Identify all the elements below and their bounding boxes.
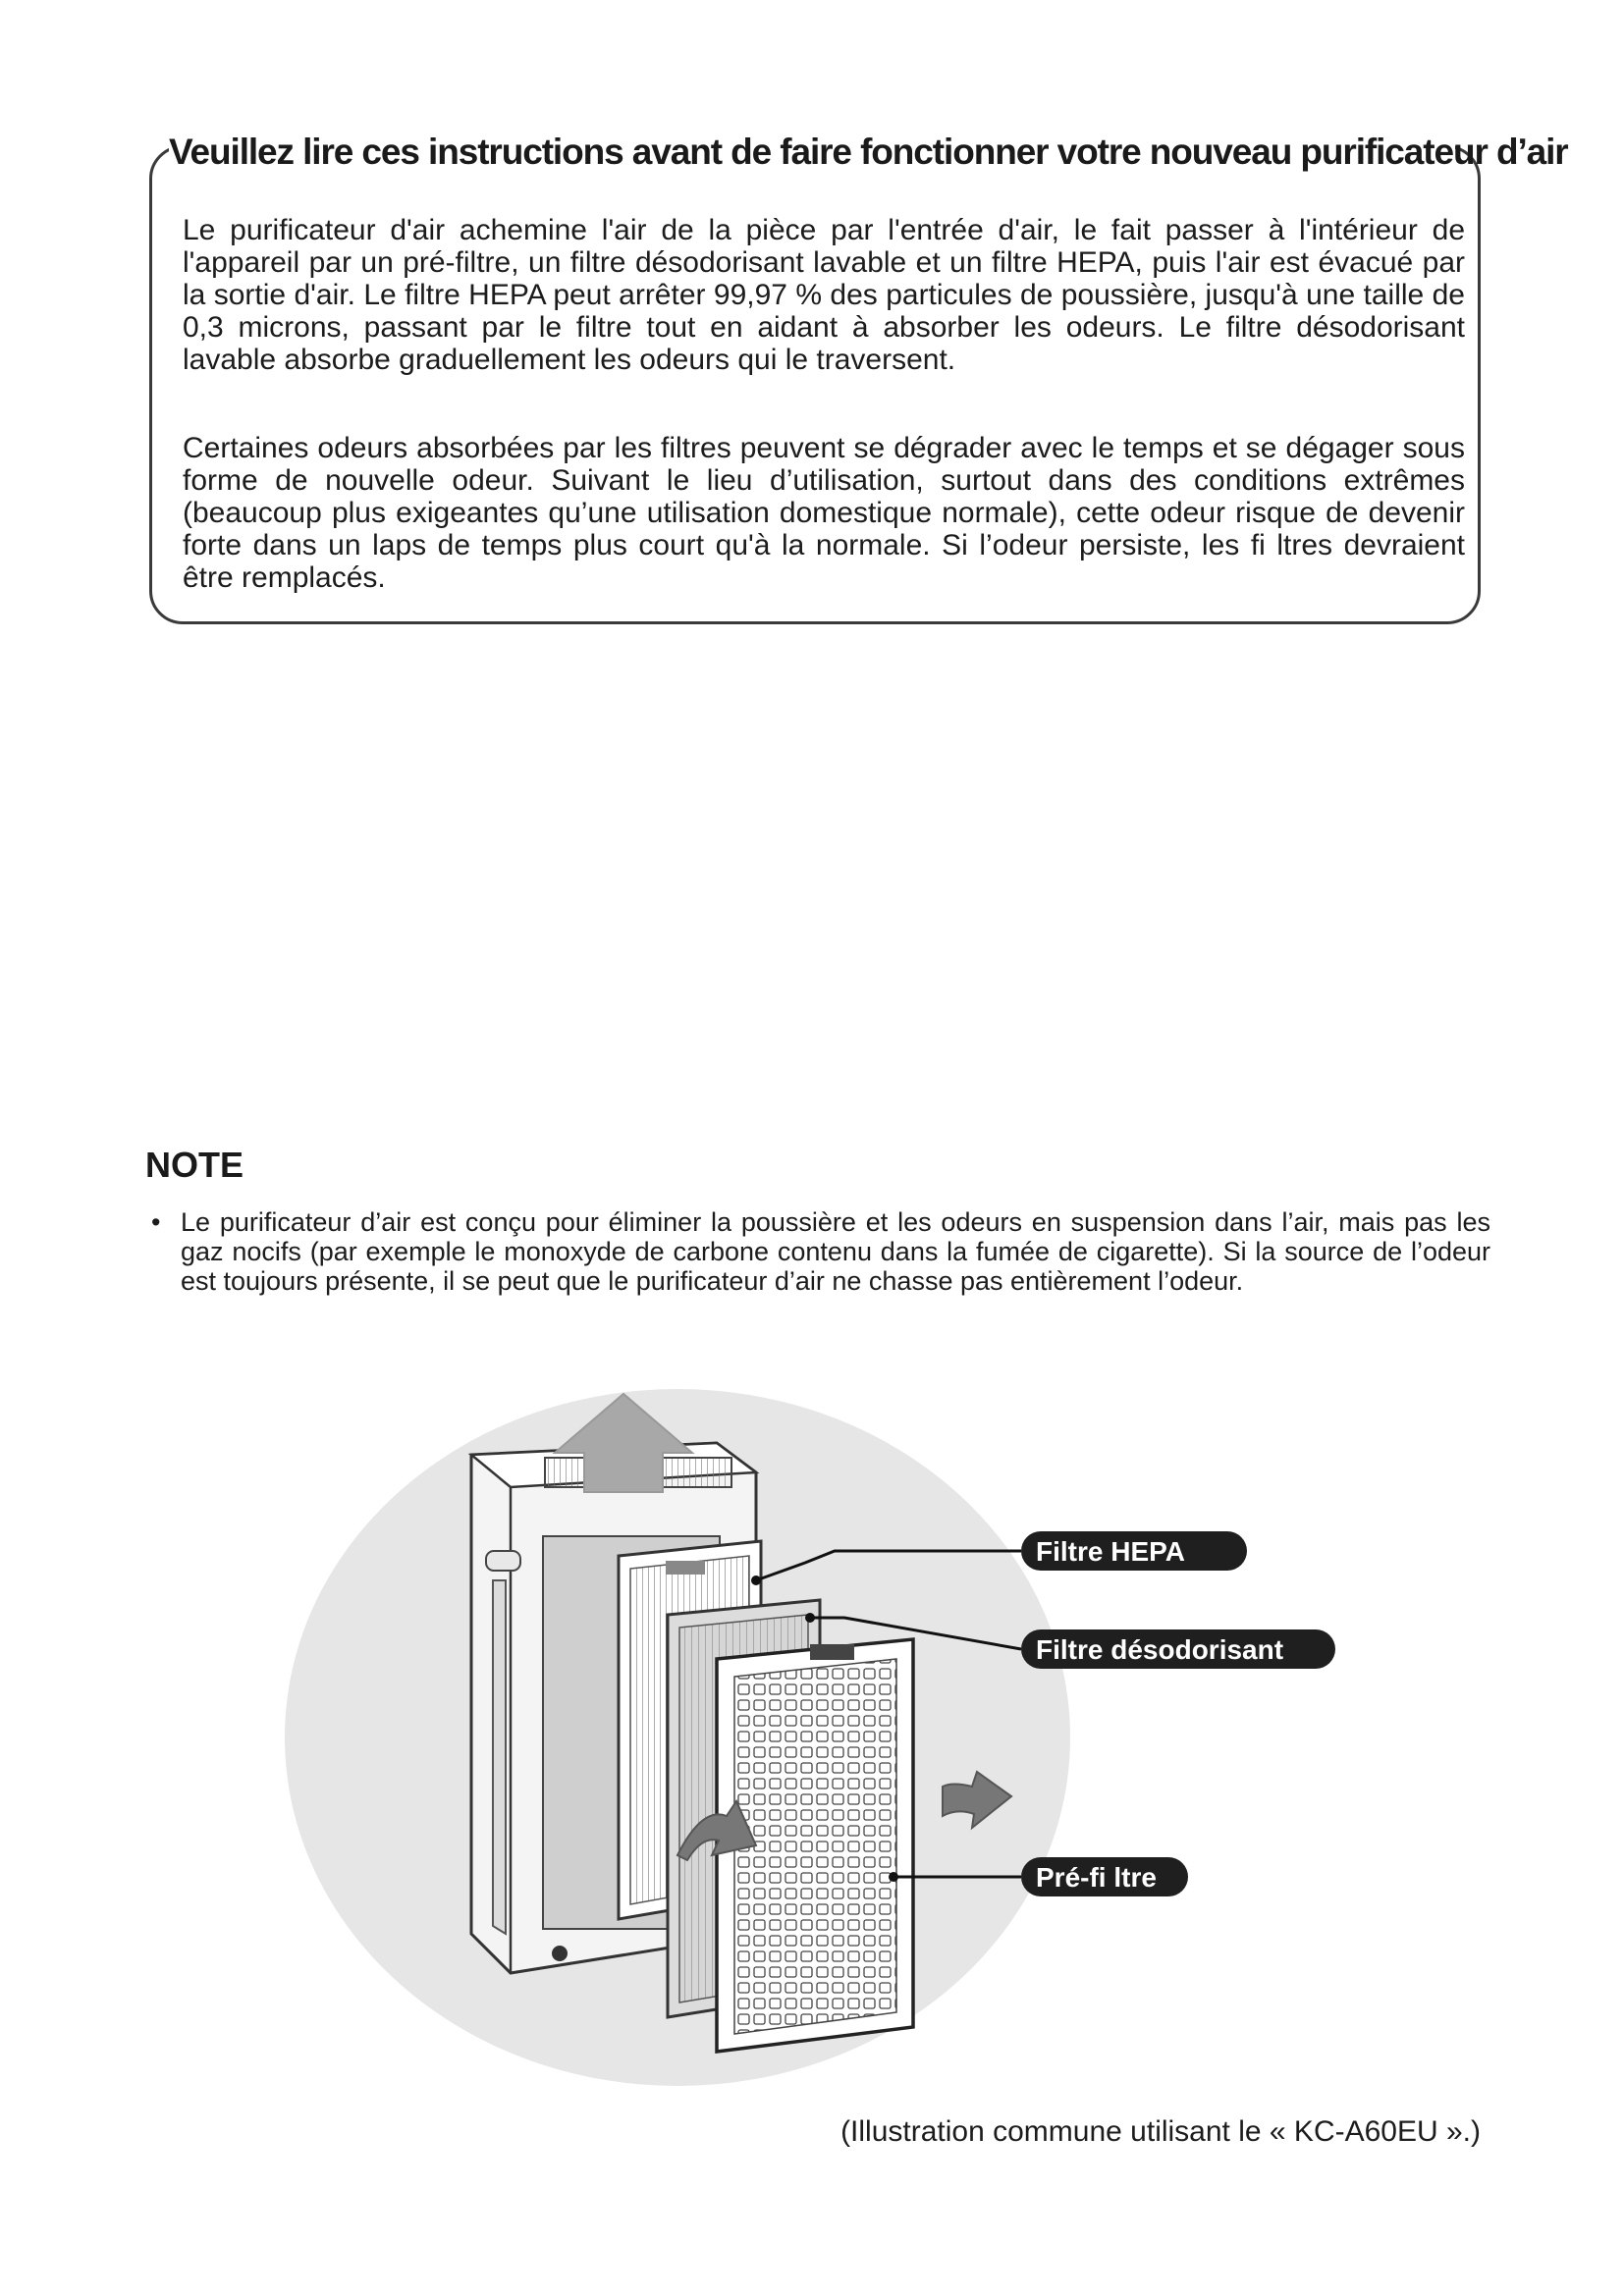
air-purifier-illustration — [265, 1384, 1345, 2091]
info-box-title: Veuillez lire ces instructions avant de faire fonctionner votre nouveau purifi​cateur d’air — [169, 128, 1455, 177]
note-heading: NOTE — [145, 1145, 244, 1185]
label-pre-filter-text: Pré-fi ltre — [1036, 1862, 1157, 1893]
illustration-caption: (Illustration commune utilisant le « KC-A60EU ».) — [840, 2115, 1481, 2148]
label-deodorizing-text: Filtre désodorisant — [1036, 1634, 1284, 1665]
label-pre-filter — [1021, 1857, 1188, 1896]
info-paragraph-2: Certaines odeurs absorbées par les filtres peuvent se dégrader avec le temps et se dégager sous forme de nouvelle odeur. Suivant le lieu d’utilisation, surtout dans des conditions extrêmes (beaucoup plus exigeantes qu’une utilisation domestique normale), cette odeur risque de devenir forte dans un laps de temps plus court qu'à la normale. Si l’odeur persiste, les fi ltres devraient être remplacés. — [183, 432, 1465, 594]
info-paragraph-1: Le purificateur d'air achemine l'air de la pièce par l'entrée d'air, le fait passer à l'intérieur de l'appareil par un pré-filtre, un filtre désodorisant lavable et un filtre HEPA, puis l'air est évacué par la sortie d'air. Le filtre HEPA peut arrêter 99,97 % des particules de poussière, jusqu'à une taille de 0,3 microns, passant par le filtre tout en aidant à absorber les odeurs. Le filtre désodorisant lavable absorbe graduellement les odeurs qui le traversent. — [183, 214, 1465, 376]
note-item-text: Le purificateur d’air est conçu pour éliminer la poussière et les odeurs en suspension dans l’air, mais pas les gaz nocifs (par exemple le monoxyde de carbone contenu dans la fumée de cigarette). Si la source de l’odeur est toujours présente, il se peut que le purificateur d’air ne chasse pas entièrement l’odeur. — [181, 1207, 1490, 1296]
label-hepa-filter — [1021, 1531, 1247, 1571]
label-deodorizing-filter — [1021, 1629, 1335, 1669]
bullet-icon: • — [151, 1207, 161, 1237]
label-hepa-text: Filtre HEPA — [1036, 1536, 1185, 1567]
note-item — [151, 1207, 1490, 1296]
